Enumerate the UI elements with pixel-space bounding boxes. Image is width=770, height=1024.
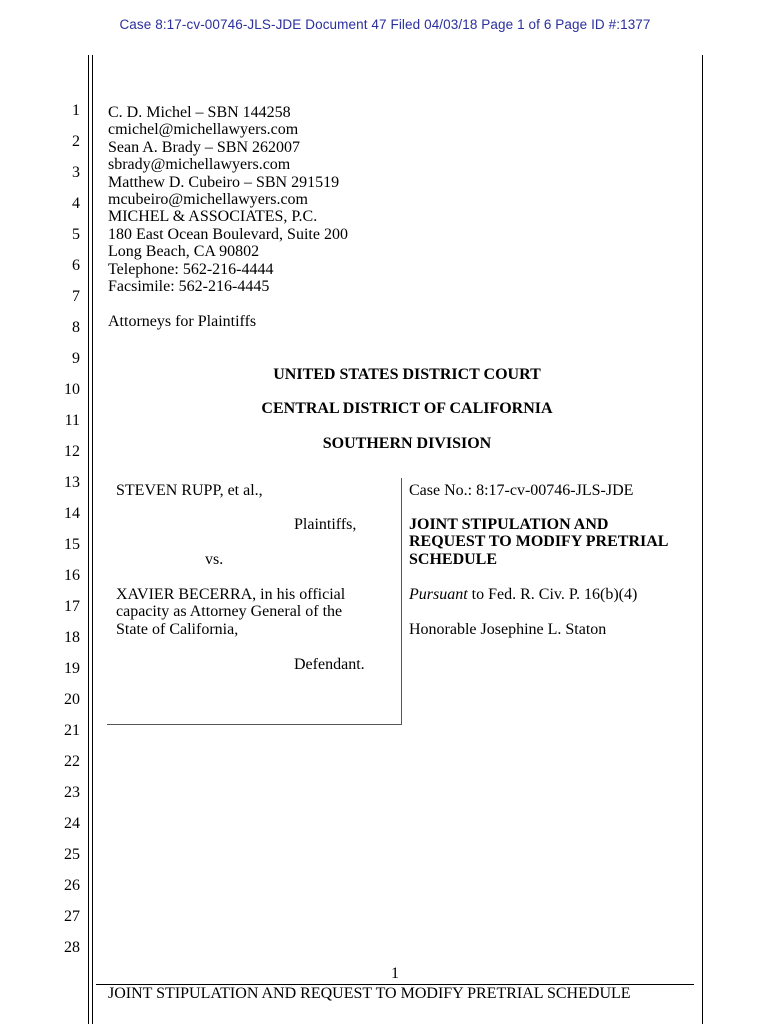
court-division: SOUTHERN DIVISION bbox=[322, 435, 492, 452]
line-number: 22 bbox=[64, 753, 80, 770]
pursuant-italic: Pursuant bbox=[409, 586, 468, 603]
defendant-line: State of California, bbox=[116, 620, 239, 638]
line-number: 24 bbox=[64, 815, 80, 832]
line-number: 26 bbox=[64, 877, 80, 894]
pursuant-rest: to Fed. R. Civ. P. 16(b)(4) bbox=[467, 586, 638, 603]
case-number: Case No.: 8:17-cv-00746-JLS-JDE bbox=[409, 482, 634, 499]
line-number: 18 bbox=[64, 629, 80, 646]
counsel-line: C. D. Michel – SBN 144258 bbox=[108, 104, 291, 121]
counsel-line: MICHEL & ASSOCIATES, P.C. bbox=[108, 208, 318, 226]
line-number: 20 bbox=[64, 691, 80, 708]
line-number: 28 bbox=[64, 939, 80, 956]
counsel-line: Telephone: 562-216-4444 bbox=[108, 260, 274, 278]
line-number: 23 bbox=[64, 784, 80, 801]
attorneys-for: Attorneys for Plaintiffs bbox=[108, 313, 257, 330]
left-margin-rule-inner bbox=[92, 55, 93, 1024]
plaintiff-role: Plaintiffs, bbox=[294, 516, 357, 533]
line-number: 7 bbox=[72, 288, 80, 305]
court-name: UNITED STATES DISTRICT COURT bbox=[273, 366, 541, 383]
document-title-line: JOINT STIPULATION AND bbox=[409, 516, 609, 533]
footer-title: JOINT STIPULATION AND REQUEST TO MODIFY PRETRIAL SCHEDULE bbox=[108, 985, 631, 1002]
line-number: 11 bbox=[64, 412, 80, 429]
line-number: 12 bbox=[64, 443, 80, 460]
line-number: 6 bbox=[72, 257, 80, 274]
document-title-line: SCHEDULE bbox=[409, 550, 498, 568]
court-district: CENTRAL DISTRICT OF CALIFORNIA bbox=[261, 400, 553, 417]
line-number: 1 bbox=[72, 102, 80, 119]
counsel-line: Facsimile: 562-216-4445 bbox=[108, 278, 270, 295]
counsel-line: cmichel@michellawyers.com bbox=[108, 121, 299, 139]
line-number: 19 bbox=[64, 660, 80, 677]
plaintiff-name: STEVEN RUPP, et al., bbox=[116, 482, 263, 499]
line-number: 15 bbox=[64, 536, 80, 553]
page-number: 1 bbox=[391, 965, 399, 982]
counsel-line: Matthew D. Cubeiro – SBN 291519 bbox=[108, 173, 340, 191]
defendant-line: capacity as Attorney General of the bbox=[116, 603, 343, 621]
counsel-line: Sean A. Brady – SBN 262007 bbox=[108, 138, 300, 156]
line-number: 10 bbox=[64, 381, 80, 398]
line-number: 3 bbox=[72, 164, 80, 181]
line-number: 21 bbox=[64, 722, 80, 739]
counsel-line: sbrady@michellawyers.com bbox=[108, 156, 291, 174]
counsel-line: 180 East Ocean Boulevard, Suite 200 bbox=[108, 225, 348, 243]
document-title-line: REQUEST TO MODIFY PRETRIAL bbox=[409, 533, 669, 551]
line-number: 13 bbox=[64, 474, 80, 491]
case-header-stamp: Case 8:17-cv-00746-JLS-JDE Document 47 Filed 04/03/18 Page 1 of 6 Page ID #:1377 bbox=[119, 17, 651, 32]
pursuant-rule bbox=[409, 586, 637, 603]
line-number: 4 bbox=[72, 195, 80, 212]
line-number: 5 bbox=[72, 226, 80, 243]
defendant-line: XAVIER BECERRA, in his official bbox=[116, 586, 346, 603]
defendant-role: Defendant. bbox=[294, 656, 365, 673]
line-number: 25 bbox=[64, 846, 80, 863]
counsel-line: Long Beach, CA 90802 bbox=[108, 243, 260, 261]
counsel-line: mcubeiro@michellawyers.com bbox=[108, 191, 308, 208]
line-number: 27 bbox=[64, 908, 80, 925]
line-number: 14 bbox=[64, 505, 80, 522]
line-number: 9 bbox=[72, 350, 80, 367]
line-number: 17 bbox=[64, 598, 80, 615]
line-number: 16 bbox=[64, 567, 80, 584]
versus: vs. bbox=[205, 551, 224, 568]
line-number: 8 bbox=[72, 319, 80, 336]
right-margin-rule bbox=[702, 55, 703, 1024]
judge-name: Honorable Josephine L. Staton bbox=[409, 621, 607, 638]
line-number: 2 bbox=[72, 133, 80, 150]
left-margin-rule-outer bbox=[88, 55, 89, 1024]
